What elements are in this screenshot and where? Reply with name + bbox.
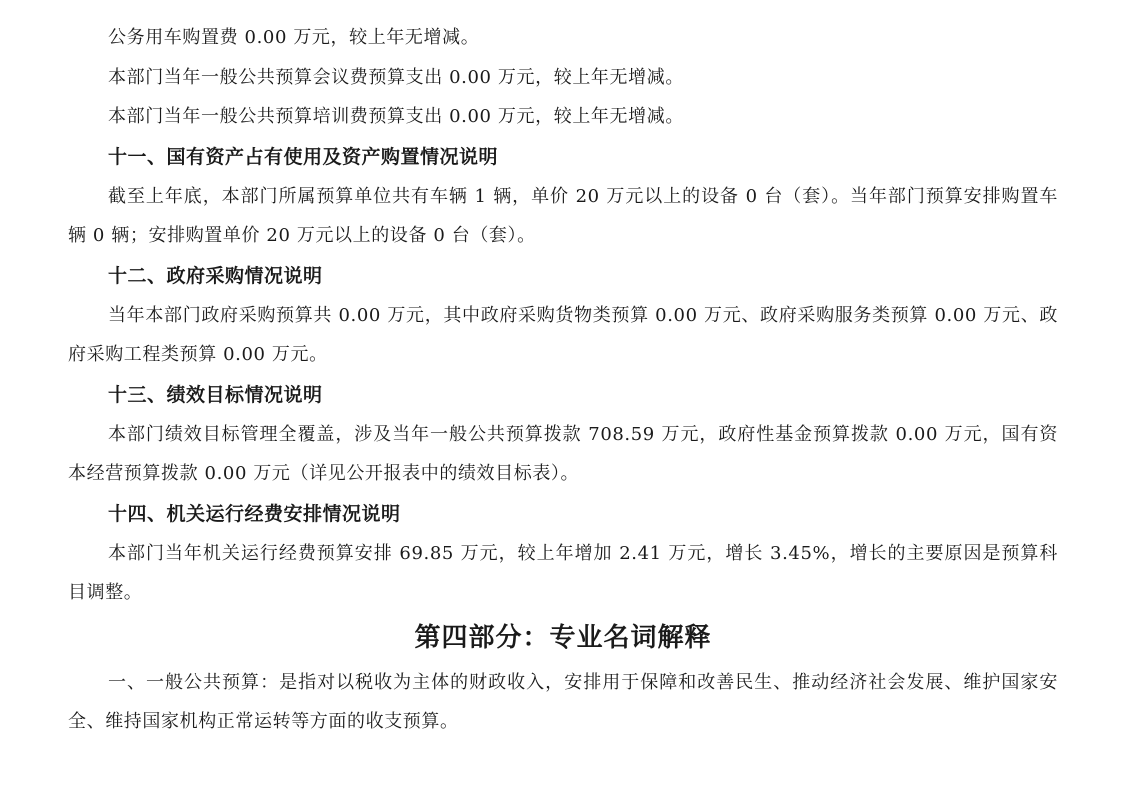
- section-11-body: 截至上年底，本部门所属预算单位共有车辆 1 辆，单价 20 万元以上的设备 0 台（套）。当年部门预算安排购置车辆 0 辆；安排购置单价 20 万元以上的设备 0 台（套）。: [68, 185, 1058, 246]
- section-14-heading: 十四、机关运行经费安排情况说明: [108, 502, 401, 525]
- paragraph-training-fee: 本部门当年一般公共预算培训费预算支出 0.00 万元，较上年无增减。: [108, 106, 684, 127]
- part-4-title: 第四部分：专业名词解释: [414, 622, 712, 653]
- section-13-body: 本部门绩效目标管理全覆盖，涉及当年一般公共预算拨款 708.59 万元，政府性基金预算拨款 0.00 万元，国有资本经营预算拨款 0.00 万元（详见公开报表中的绩效目标表）。: [68, 423, 1058, 484]
- section-12-heading: 十二、政府采购情况说明: [108, 264, 323, 287]
- document-page: [68, 18, 1058, 742]
- paragraph-vehicle-purchase: 公务用车购置费 0.00 万元，较上年无增减。: [108, 27, 480, 48]
- section-13-heading: 十三、绩效目标情况说明: [108, 383, 323, 406]
- part-4-item-1: 一、一般公共预算：是指对以税收为主体的财政收入，安排用于保障和改善民生、推动经济社会发展、维护国家安全、维持国家机构正常运转等方面的收支预算。: [68, 671, 1058, 732]
- paragraph-meeting-fee: 本部门当年一般公共预算会议费预算支出 0.00 万元，较上年无增减。: [108, 66, 684, 88]
- section-12-body: 当年本部门政府采购预算共 0.00 万元，其中政府采购货物类预算 0.00 万元、政府采购服务类预算 0.00 万元、政府采购工程类预算 0.00 万元。: [68, 304, 1058, 365]
- section-11-heading: 十一、国有资产占有使用及资产购置情况说明: [108, 145, 499, 168]
- section-14-body: 本部门当年机关运行经费预算安排 69.85 万元，较上年增加 2.41 万元，增长 3.45%，增长的主要原因是预算科目调整。: [68, 542, 1058, 603]
